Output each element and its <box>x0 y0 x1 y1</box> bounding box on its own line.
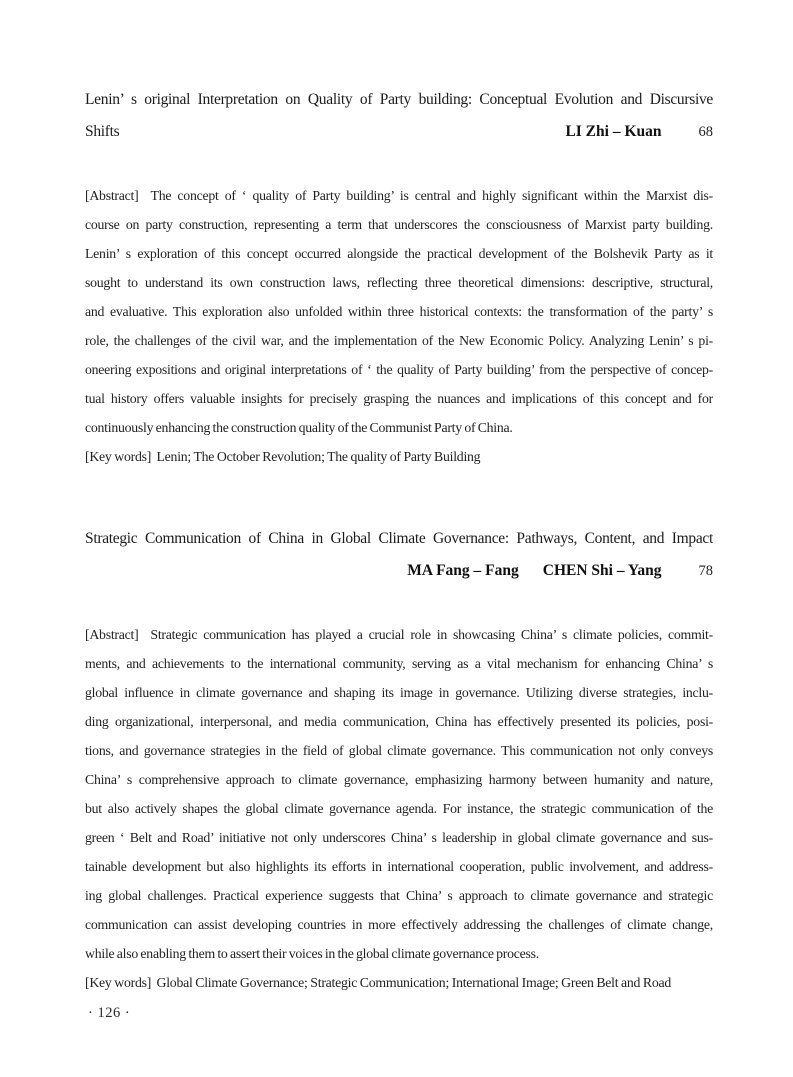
abstract-line: tions, and governance strategies in the field of global climate governance. This communication not only conveys <box>85 743 713 758</box>
abstract-line: global influence in climate governance and shaping its image in governance. Utilizing diverse strategies, inclu- <box>85 685 713 700</box>
author-block <box>565 116 713 148</box>
article-title-line: Lenin’ s original Interpretation on Quality of Party building: Conceptual Evolution and Discursive <box>85 91 713 108</box>
article-title-author-row <box>85 555 713 587</box>
abstract-line: ments, and achievements to the international community, serving as a vital mechanism for enhancing China’ s <box>85 656 713 671</box>
abstract-line: and evaluative. This exploration also unfolded within three historical contexts: the transformation of the party’ s <box>85 304 713 319</box>
abstract-line: [Abstract] The concept of ‘ quality of Party building’ is central and highly significant within the Marxist dis- <box>85 188 713 203</box>
abstract-line: ding organizational, interpersonal, and media communication, China has effectively presented its policies, posi- <box>85 714 713 729</box>
abstract-line: role, the challenges of the civil war, and the implementation of the New Economic Policy. Analyzing Lenin’ s pi- <box>85 333 713 348</box>
abstract-line: communication can assist developing countries in more effectively addressing the challenges of climate change, <box>85 917 713 932</box>
abstract-line: course on party construction, representing a term that underscores the consciousness of Marxist party building. <box>85 217 713 232</box>
abstract-line: tual history offers valuable insights for precisely grasping the nuances and implications of this concept and for <box>85 391 713 406</box>
author-name: CHEN Shi – Yang <box>542 562 662 579</box>
abstract-line: China’ s comprehensive approach to climate governance, emphasizing harmony between humanity and nature, <box>85 772 713 787</box>
abstract-line: green ‘ Belt and Road’ initiative not only underscores China’ s leadership in global climate governance and sus- <box>85 830 713 845</box>
page-reference: 68 <box>698 124 713 140</box>
abstract-line: tainable development but also highlights its efforts in international cooperation, public involvement, and address- <box>85 859 713 874</box>
abstract-text <box>85 620 713 968</box>
article-title-line: Shifts <box>85 123 120 140</box>
abstract-line: continuously enhancing the construction quality of the Communist Party of China. <box>85 420 513 435</box>
abstract-line: ing global challenges. Practical experience suggests that China’ s approach to climate governance and strategic <box>85 888 713 903</box>
abstract-line: sought to understand its own construction laws, reflecting three theoretical dimensions: descriptive, structural, <box>85 275 713 290</box>
article-entry-2 <box>85 523 713 997</box>
keywords-line: [Key words] Global Climate Governance; Strategic Communication; International Image; Green Belt and Road <box>85 975 672 990</box>
author-name: MA Fang – Fang <box>407 562 519 579</box>
abstract-line: but also actively shapes the global climate governance agenda. For instance, the strategic communication of the <box>85 801 713 816</box>
abstract-text <box>85 181 713 442</box>
article-title-author-row <box>85 116 713 148</box>
keywords-line: [Key words] Lenin; The October Revolution; The quality of Party Building <box>85 449 481 464</box>
article-title-line: Strategic Communication of China in Global Climate Governance: Pathways, Content, and Impact <box>85 530 713 547</box>
abstract-line: [Abstract] Strategic communication has played a crucial role in showcasing China’ s climate policies, commit- <box>85 627 713 642</box>
abstract-line: while also enabling them to assert their voices in the global climate governance process. <box>85 946 539 961</box>
author-name: LI Zhi – Kuan <box>565 123 662 140</box>
page-reference: 78 <box>698 563 713 579</box>
abstract-line: oneering expositions and original interpretations of ‘ the quality of Party building’ from the perspective of concep- <box>85 362 713 377</box>
article-entry-1 <box>85 84 713 471</box>
abstract-line: Lenin’ s exploration of this concept occurred alongside the practical development of the Bolshevik Party as it <box>85 246 713 261</box>
page-number: · 126 · <box>88 1005 131 1021</box>
author-block <box>407 555 713 587</box>
